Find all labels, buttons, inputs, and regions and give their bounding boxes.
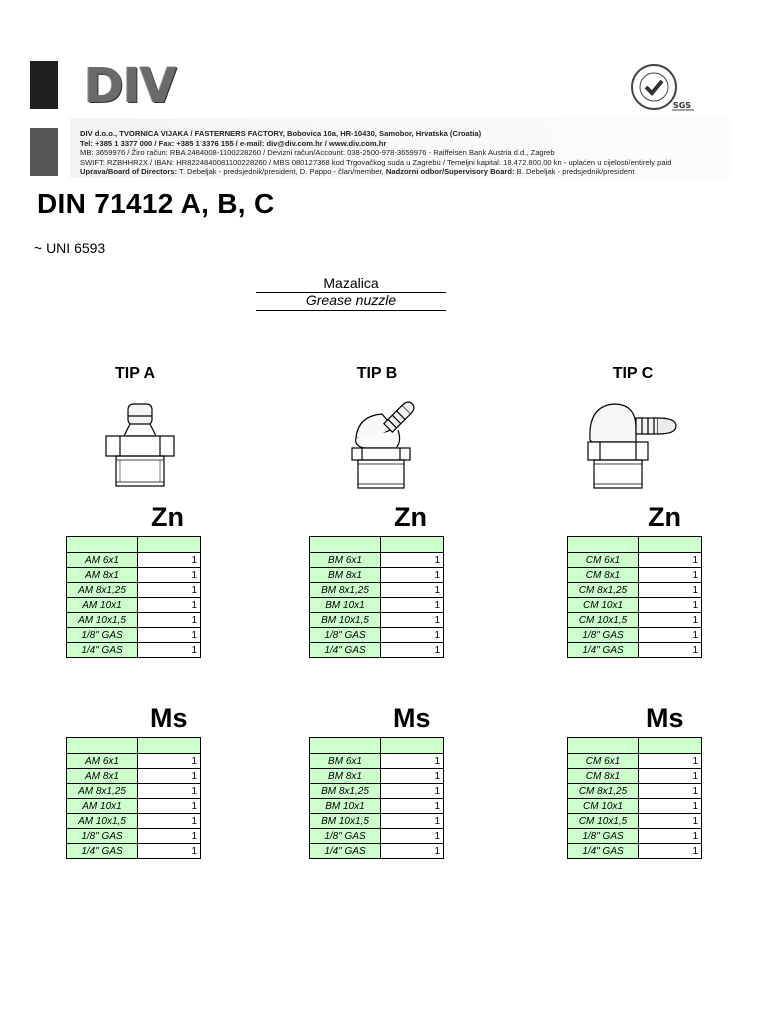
- part-designation: BM 8x1,25: [310, 583, 381, 598]
- part-quantity[interactable]: 1: [138, 583, 201, 598]
- table-row: [67, 754, 201, 769]
- part-designation: 1/8" GAS: [568, 829, 639, 844]
- part-designation: CM 10x1,5: [568, 613, 639, 628]
- part-designation: 1/8" GAS: [67, 628, 138, 643]
- part-designation: CM 8x1: [568, 769, 639, 784]
- document-title: DIN 71412 A, B, C: [37, 188, 275, 219]
- header-cell: [568, 738, 639, 754]
- material-label-zn-b: Zn: [394, 502, 427, 532]
- part-designation: BM 10x1,5: [310, 613, 381, 628]
- part-designation: AM 6x1: [67, 553, 138, 568]
- part-quantity[interactable]: 1: [138, 754, 201, 769]
- part-designation: AM 6x1: [67, 754, 138, 769]
- table-row: [310, 583, 444, 598]
- part-designation: AM 8x1,25: [67, 784, 138, 799]
- part-quantity[interactable]: 1: [138, 829, 201, 844]
- table-row: [568, 784, 702, 799]
- part-designation: CM 6x1: [568, 553, 639, 568]
- table-row: [67, 553, 201, 568]
- part-quantity[interactable]: 1: [138, 598, 201, 613]
- part-designation: 1/4" GAS: [310, 643, 381, 658]
- table-row: [310, 814, 444, 829]
- part-designation: BM 10x1,5: [310, 814, 381, 829]
- part-quantity[interactable]: 1: [639, 583, 702, 598]
- part-designation: BM 10x1: [310, 799, 381, 814]
- part-quantity[interactable]: 1: [138, 628, 201, 643]
- part-designation: 1/8" GAS: [568, 628, 639, 643]
- part-quantity[interactable]: 1: [381, 769, 444, 784]
- part-quantity[interactable]: 1: [381, 754, 444, 769]
- part-quantity[interactable]: 1: [639, 643, 702, 658]
- table-header-row: [67, 738, 201, 754]
- logo-text: DIV: [84, 58, 176, 114]
- table-row: [67, 799, 201, 814]
- part-designation: 1/8" GAS: [310, 829, 381, 844]
- part-designation: CM 8x1,25: [568, 583, 639, 598]
- parts-table-c-zn: [567, 536, 702, 658]
- header-cell: [639, 738, 702, 754]
- part-designation: BM 10x1: [310, 598, 381, 613]
- material-label-ms-b: Ms: [393, 703, 431, 733]
- part-quantity[interactable]: 1: [381, 613, 444, 628]
- table-row: [568, 628, 702, 643]
- certification-seal: [624, 60, 698, 114]
- part-quantity[interactable]: 1: [639, 568, 702, 583]
- header-bar-grey: [30, 128, 58, 176]
- table-row: [568, 643, 702, 658]
- table-row: [310, 784, 444, 799]
- part-designation: AM 8x1: [67, 769, 138, 784]
- type-a-heading: TIP A: [114, 365, 155, 382]
- header-cell: [639, 537, 702, 553]
- table-row: [310, 613, 444, 628]
- header-cell: [381, 537, 444, 553]
- part-designation: CM 8x1,25: [568, 784, 639, 799]
- header-cell: [138, 537, 201, 553]
- table-row: [568, 844, 702, 859]
- caption-local: Mazalica: [256, 275, 446, 293]
- part-designation: 1/4" GAS: [568, 844, 639, 859]
- table-row: [310, 568, 444, 583]
- part-designation: 1/8" GAS: [310, 628, 381, 643]
- part-quantity[interactable]: 1: [381, 598, 444, 613]
- table-row: [67, 844, 201, 859]
- part-designation: 1/4" GAS: [568, 643, 639, 658]
- table-row: [310, 754, 444, 769]
- table-row: [310, 799, 444, 814]
- table-row: [568, 598, 702, 613]
- table-header-row: [310, 738, 444, 754]
- part-quantity[interactable]: 1: [381, 784, 444, 799]
- table-row: [310, 628, 444, 643]
- header-cell: [568, 537, 639, 553]
- header-cell: [310, 738, 381, 754]
- part-designation: AM 10x1,5: [67, 613, 138, 628]
- table-row: [310, 829, 444, 844]
- part-designation: AM 10x1: [67, 799, 138, 814]
- table-header-row: [568, 537, 702, 553]
- company-bank-line: MB: 3659976 / Žiro račun: RBA 2484008-1100228260 / Devizni račun/Account: 038-2500-978-3659976 - Raiffeisen Bank Austria d.d., Zagreb: [80, 148, 555, 158]
- part-designation: 1/8" GAS: [67, 829, 138, 844]
- company-registry-line: SWIFT: RZBHHR2X / IBAN: HR8224840081100228260 / MBS 080127368 kod Trgovačkog suda u Zagrebu / Temeljni kapital: 18.472.800,00 kn - uplaćen u cijelosti/entirely paid: [80, 157, 672, 167]
- part-quantity[interactable]: 1: [138, 553, 201, 568]
- part-designation: AM 10x1,5: [67, 814, 138, 829]
- part-designation: 1/4" GAS: [67, 643, 138, 658]
- header-cell: [310, 537, 381, 553]
- material-label-zn-a: Zn: [151, 502, 184, 532]
- part-designation: BM 8x1,25: [310, 784, 381, 799]
- part-quantity[interactable]: 1: [639, 829, 702, 844]
- table-row: [568, 568, 702, 583]
- part-designation: BM 8x1: [310, 568, 381, 583]
- part-designation: CM 8x1: [568, 568, 639, 583]
- type-a-drawing: [100, 398, 180, 493]
- part-quantity[interactable]: 1: [381, 643, 444, 658]
- table-row: [568, 583, 702, 598]
- part-designation: BM 8x1: [310, 769, 381, 784]
- part-quantity[interactable]: 1: [381, 583, 444, 598]
- table-row: [310, 643, 444, 658]
- part-designation: AM 10x1: [67, 598, 138, 613]
- company-logo: [84, 60, 204, 112]
- part-designation: CM 10x1: [568, 799, 639, 814]
- company-contact-line: Tel: +385 1 3377 000 / Fax: +385 1 3376 155 / e-mail: div@div.com.hr / www.div.com.hr: [80, 138, 387, 148]
- table-row: [310, 598, 444, 613]
- company-name-line: DIV d.o.o., TVORNICA VIJAKA / FASTERNERS FACTORY, Bobovica 10a, HR-10430, Samobor, Hrvatska (Croatia): [80, 129, 482, 138]
- header-cell: [67, 537, 138, 553]
- part-designation: 1/4" GAS: [67, 844, 138, 859]
- material-label-ms-c: Ms: [646, 703, 684, 733]
- part-quantity[interactable]: 1: [138, 799, 201, 814]
- table-row: [310, 844, 444, 859]
- type-b-drawing: [344, 398, 434, 493]
- table-row: [568, 553, 702, 568]
- company-board-line: Uprava/Board of Directors: T. Debeljak - predsjednik/president, D. Pappo - član/member, Nadzorni odbor/Supervisory Board: B. Debeljak - predsjednik/president: [80, 167, 635, 177]
- part-designation: CM 10x1: [568, 598, 639, 613]
- part-designation: CM 10x1,5: [568, 814, 639, 829]
- type-b-heading: TIP B: [356, 365, 398, 382]
- table-row: [310, 769, 444, 784]
- part-quantity[interactable]: 1: [381, 814, 444, 829]
- table-header-row: [67, 537, 201, 553]
- part-quantity[interactable]: 1: [138, 844, 201, 859]
- header-bar-dark: [30, 61, 58, 109]
- table-row: [568, 769, 702, 784]
- part-quantity[interactable]: 1: [639, 814, 702, 829]
- header-cell: [138, 738, 201, 754]
- part-quantity[interactable]: 1: [381, 628, 444, 643]
- table-row: [568, 799, 702, 814]
- part-quantity[interactable]: 1: [138, 784, 201, 799]
- type-c-heading: TIP C: [612, 365, 654, 382]
- header-cell: [67, 738, 138, 754]
- equivalent-standard: ~ UNI 6593: [34, 240, 106, 256]
- table-row: [568, 829, 702, 844]
- part-quantity[interactable]: 1: [381, 829, 444, 844]
- table-row: [67, 568, 201, 583]
- part-quantity[interactable]: 1: [639, 844, 702, 859]
- part-quantity[interactable]: 1: [639, 553, 702, 568]
- parts-table-b-ms: [309, 737, 444, 859]
- parts-table-a-ms: [66, 737, 201, 859]
- table-row: [67, 583, 201, 598]
- part-quantity[interactable]: 1: [381, 799, 444, 814]
- table-row: [67, 598, 201, 613]
- part-designation: BM 6x1: [310, 553, 381, 568]
- table-row: [310, 553, 444, 568]
- table-row: [67, 643, 201, 658]
- part-designation: 1/4" GAS: [310, 844, 381, 859]
- table-header-row: [310, 537, 444, 553]
- parts-table-c-ms: [567, 737, 702, 859]
- cert-label: SGS: [672, 101, 692, 110]
- parts-table-b-zn: [309, 536, 444, 658]
- table-row: [568, 613, 702, 628]
- table-row: [67, 769, 201, 784]
- part-quantity[interactable]: 1: [639, 784, 702, 799]
- table-row: [67, 829, 201, 844]
- table-row: [568, 814, 702, 829]
- part-quantity[interactable]: 1: [381, 553, 444, 568]
- table-row: [67, 628, 201, 643]
- table-row: [67, 613, 201, 628]
- table-row: [568, 754, 702, 769]
- part-quantity[interactable]: 1: [639, 613, 702, 628]
- caption-english: Grease nuzzle: [256, 292, 446, 311]
- part-quantity[interactable]: 1: [639, 628, 702, 643]
- part-designation: AM 8x1: [67, 568, 138, 583]
- part-designation: AM 8x1,25: [67, 583, 138, 598]
- part-quantity[interactable]: 1: [639, 598, 702, 613]
- part-quantity[interactable]: 1: [639, 754, 702, 769]
- table-row: [67, 814, 201, 829]
- part-designation: BM 6x1: [310, 754, 381, 769]
- part-designation: CM 6x1: [568, 754, 639, 769]
- parts-table-a-zn: [66, 536, 201, 658]
- material-label-ms-a: Ms: [150, 703, 188, 733]
- part-quantity[interactable]: 1: [138, 613, 201, 628]
- material-label-zn-c: Zn: [648, 502, 681, 532]
- part-quantity[interactable]: 1: [639, 799, 702, 814]
- part-quantity[interactable]: 1: [138, 643, 201, 658]
- part-quantity[interactable]: 1: [138, 769, 201, 784]
- type-c-drawing: [584, 398, 684, 493]
- part-quantity[interactable]: 1: [138, 814, 201, 829]
- header-cell: [381, 738, 444, 754]
- company-info: [80, 129, 740, 177]
- part-quantity[interactable]: 1: [138, 568, 201, 583]
- table-row: [67, 784, 201, 799]
- part-quantity[interactable]: 1: [381, 568, 444, 583]
- table-header-row: [568, 738, 702, 754]
- part-quantity[interactable]: 1: [381, 844, 444, 859]
- part-quantity[interactable]: 1: [639, 769, 702, 784]
